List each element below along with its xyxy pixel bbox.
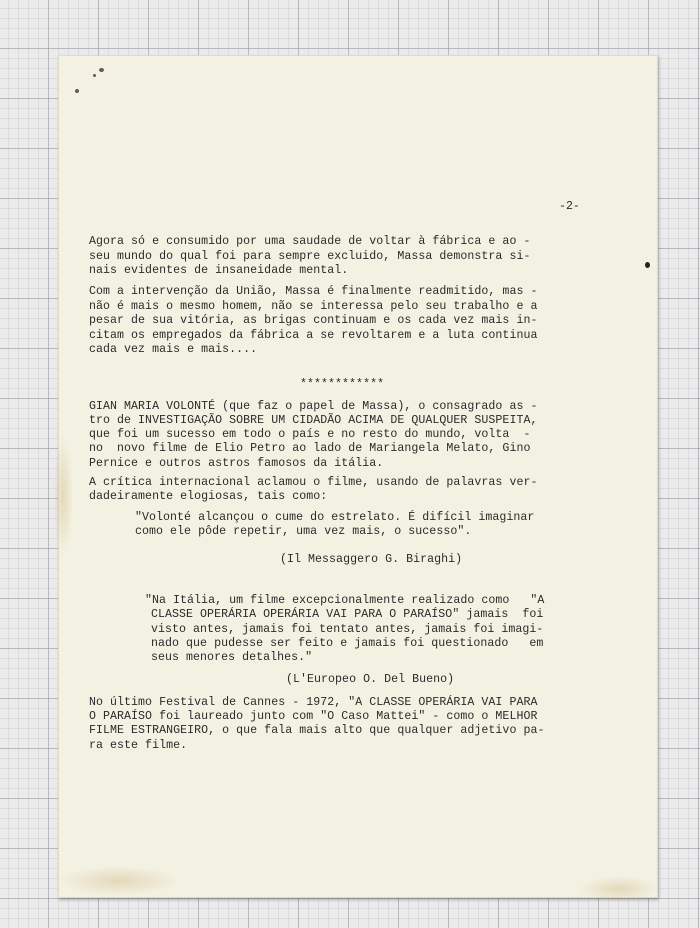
text-line: A crítica internacional aclamou o filme, usando de palavras ver- bbox=[89, 476, 538, 489]
text-line: FILME ESTRANGEIRO, o que fala mais alto que qualquer adjetivo pa- bbox=[89, 724, 545, 737]
text-line: no novo filme de Elio Petro ao lado de Mariangela Melato, Gino bbox=[89, 442, 531, 455]
text-line: citam os empregados da fábrica a se revoltarem e a luta continua bbox=[89, 329, 538, 342]
text-line: seu mundo do qual foi para sempre excluido, Massa demonstra si- bbox=[89, 250, 531, 263]
text-line: No último Festival de Cannes - 1972, "A CLASSE OPERÁRIA VAI PARA bbox=[89, 696, 538, 709]
quote-line: como ele pôde repetir, uma vez mais, o sucesso". bbox=[135, 525, 472, 538]
paper-sheet bbox=[58, 55, 658, 898]
text-line: GIAN MARIA VOLONTÉ (que faz o papel de Massa), o consagrado as - bbox=[89, 400, 538, 413]
text-line: pesar de sua vitória, as brigas continuam e os cada vez mais in- bbox=[89, 314, 538, 327]
text-line: não é mais o mesmo homem, não se interessa pelo seu trabalho e a bbox=[89, 300, 538, 313]
quote-line: visto antes, jamais foi tentato antes, jamais foi imagi- bbox=[151, 623, 544, 636]
text-line: tro de INVESTIGAÇÃO SOBRE UM CIDADÃO ACIMA DE QUALQUER SUSPEITA, bbox=[89, 414, 538, 427]
typed-text bbox=[59, 56, 659, 899]
text-line: dadeiramente elogiosas, tais como: bbox=[89, 490, 328, 503]
text-line: que foi um sucesso em todo o país e no resto do mundo, volta - bbox=[89, 428, 531, 441]
text-line: ra este filme. bbox=[89, 739, 188, 752]
text-line: nais evidentes de insaneidade mental. bbox=[89, 264, 349, 277]
quote-line: "Volonté alcançou o cume do estrelato. É difícil imaginar bbox=[135, 511, 535, 524]
quote-line: "Na Itália, um filme excepcionalmente realizado como "A bbox=[145, 594, 545, 607]
quote-line: seus menores detalhes." bbox=[151, 651, 313, 664]
quote-source: (L'Europeo O. Del Bueno) bbox=[286, 673, 455, 686]
section-separator: ************ bbox=[300, 378, 385, 391]
text-line: cada vez mais e mais.... bbox=[89, 343, 258, 356]
quote-line: CLASSE OPERÁRIA OPERÁRIA VAI PARA O PARAÍSO" jamais foi bbox=[151, 608, 544, 621]
text-line: Agora só e consumido por uma saudade de voltar à fábrica e ao - bbox=[89, 235, 531, 248]
text-line: Com a intervenção da União, Massa é finalmente readmitido, mas - bbox=[89, 285, 538, 298]
text-line: Pernice e outros astros famosos da itália. bbox=[89, 457, 384, 470]
text-line: O PARAÍSO foi laureado junto com "O Caso Mattei" - como o MELHOR bbox=[89, 710, 538, 723]
page-number: -2- bbox=[559, 200, 580, 213]
quote-source: (Il Messaggero G. Biraghi) bbox=[280, 553, 463, 566]
quote-line: nado que pudesse ser feito e jamais foi questionado em bbox=[151, 637, 544, 650]
